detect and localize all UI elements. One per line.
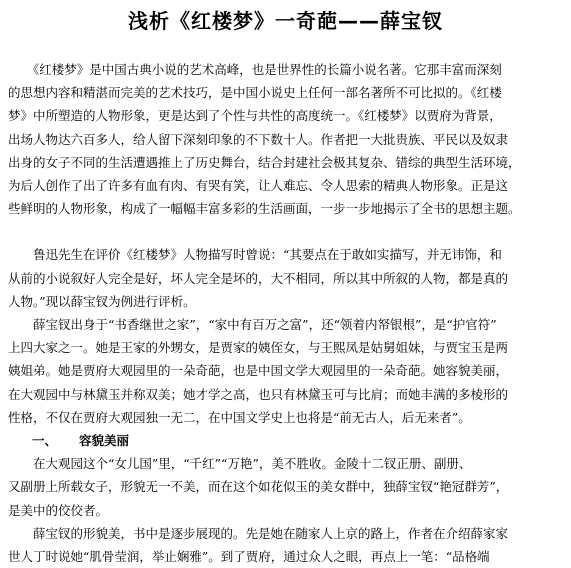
text-line: 些鲜明的人物形象，构成了一幅幅丰富多彩的生活画面，一步一步地揭示了全书的思想主题。 [8,201,521,217]
paragraph-appearance-detail [8,522,564,568]
text-line: 为后人创作了出了许多有血有肉、有哭有笑，让人难忘、令人思索的精典人物形象。正是这 [8,178,509,194]
text-line: 薛宝钗出身于“书香继世之家”，“家中有百万之富”，还“领着内帑银根”，是“护官符” [8,317,497,333]
section-heading-text: 容貌美丽 [79,433,130,449]
text-line: 又副册上所载女子，形貌无一不美，而在这个如花似玉的美女群中，独薛宝钗“艳冠群芳”， [8,479,509,495]
document-title: 浅析《红楼梦》一奇葩——薛宝钗 [128,9,443,33]
text-line: 世人丁时说她“肌骨莹润，举止娴雅”。到了贾府，通过众人之眼，再点上一笔：“品格端 [8,549,490,565]
text-line: 从前的小说叙好人完全是好，坏人完全是坏的，大不相同，所以其中所叙的人物，都是真的 [8,270,509,286]
text-line: 在大观园中与林黛玉并称双美；她才学之高，也只有林黛玉可与比肩；而她丰满的多棱形的 [8,386,509,402]
text-line: 鲁迅先生在评价《红楼梦》人物描写时曾说：“其要点在于敢如实描写，并无讳饰，和 [8,247,502,263]
text-line: 性格，不仅在贾府大观园独一无二，在中国文学史上也将是“前无古人，后无来者”。 [8,409,471,425]
text-line: 出场人物达六百多人，给人留下深刻印象的不下数十人。作者把一大批贵族、平民以及奴隶 [8,131,509,147]
text-line: 《红楼梦》是中国古典小说的艺术高峰，也是世界性的长篇小说名著。它那丰富而深刻 [8,62,502,77]
paragraph-intro [8,58,564,220]
text-line: 是美中的佼佼者。 [8,502,109,518]
paragraph-background [8,313,564,429]
paragraph-appearance [8,452,564,522]
text-line: 人物。”现以薛宝钗为例进行评析。 [8,293,196,309]
text-line: 出身的女子不同的生活遭遇推上了历史舞台，结合封建社会极其复杂、错综的典型生活环境， [8,154,521,170]
text-line: 上四大家之一。她是王家的外甥女，是贾家的姨侄女，与王熙凤是姑舅姐妹，与贾宝玉是两 [8,340,509,356]
text-line: 薛宝钗的形貌美，书中是逐步展现的。先是她在随家人上京的路上，作者在介绍薛家家 [8,525,509,541]
paragraph-luxun-quote [8,243,564,313]
section-number: 一、 [32,433,58,449]
text-line: 的思想内容和精湛而完美的艺术技巧，是中国小说史上任何一部名著所不可比拟的。《红楼 [8,85,502,101]
text-line: 在大观园这个“女儿国”里，“千红”“万艳”，美不胜收。金陵十二钗正册、副册、 [8,456,472,472]
document-body [8,58,564,568]
paragraph-spacer [8,220,564,243]
text-line: 姨姐弟。她是贾府大观园里的一朵奇葩，也是中国文学大观园里的一朵奇葩。她容貌美丽， [8,363,509,379]
section-heading [8,429,564,452]
text-line: 梦》中所塑造的人物形象，更是达到了个性与共性的高度统一。《红楼梦》以贾府为背景， [8,108,502,124]
